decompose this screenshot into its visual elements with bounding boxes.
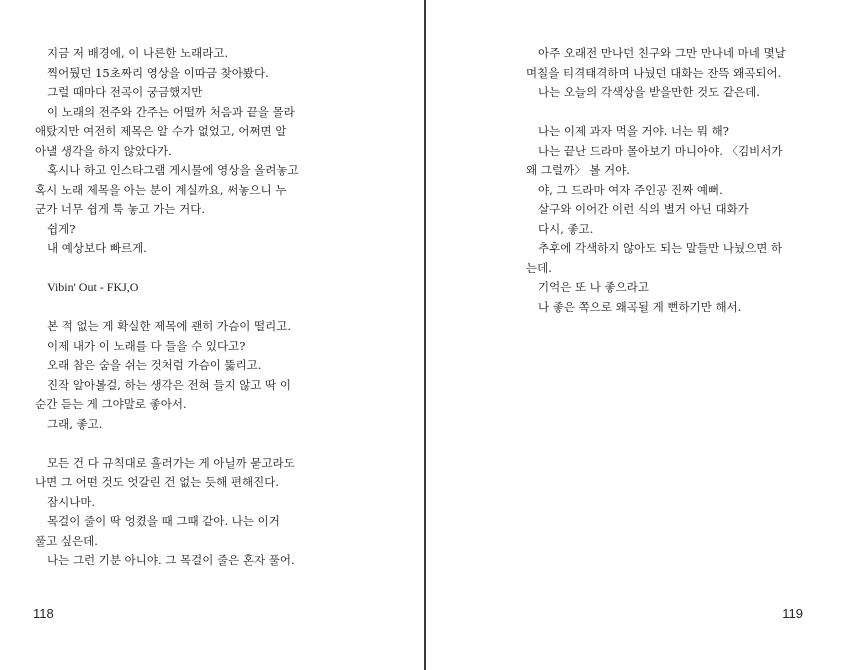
text-line: 며칠을 티격태격하며 나눴던 대화는 잔뜩 왜곡되어.: [526, 65, 782, 80]
text-line: 지금 저 배경에, 이 나른한 노래라고.: [47, 46, 229, 60]
blank-line: [35, 434, 335, 454]
text-line: 다시, 좋고.: [538, 221, 594, 236]
right-page-text: [526, 44, 829, 317]
text-line: 본 적 없는 게 확실한 제목에 괜히 가슴이 떨리고.: [47, 319, 291, 333]
text-line: 잠시나마.: [47, 494, 96, 509]
text-line: 쉽게?: [47, 221, 76, 236]
text-line: 순간 듣는 게 그야말로 좋아서.: [35, 397, 187, 411]
left-page: [0, 0, 424, 670]
text-line: 목걸이 줄이 딱 엉켰을 때 그때 같아. 나는 이거: [47, 514, 280, 528]
text-line: 나는 이제 과자 먹을 거야. 너는 뭐 해?: [538, 124, 729, 138]
text-line: 추후에 각색하지 않아도 되는 말들만 나눴으면 하: [538, 241, 783, 255]
text-line: 내 예상보다 빠르게.: [47, 241, 147, 255]
right-page: [426, 0, 849, 670]
blank-line: [35, 298, 335, 318]
text-line: 이제 내가 이 노래를 다 들을 수 있다고?: [47, 338, 246, 353]
text-line: 그럴 때마다 전곡이 궁금했지만: [47, 85, 203, 99]
text-line: 는데.: [526, 260, 552, 275]
text-line: 이 노래의 전주와 간주는 어떨까 처음과 끝을 몰라: [47, 104, 295, 119]
text-line: 나는 끝난 드라마 몰아보기 마니아야. 〈김비서가: [538, 143, 783, 158]
text-line: 혹시 노래 제목을 아는 분이 계실까요, 써놓으니 누: [35, 182, 287, 197]
left-page-text: [35, 44, 335, 571]
text-line: 야, 그 드라마 여자 주인공 진짜 예뻐.: [538, 182, 723, 197]
text-line: 찍어뒀던 15초짜리 영상을 이따금 찾아봤다.: [47, 65, 269, 80]
text-line: 왜 그럴까〉 볼 거야.: [526, 163, 630, 177]
right-page-number: 119: [782, 606, 803, 621]
text-line: Vibin' Out - FKJ,O: [47, 280, 139, 294]
blank-line: [526, 103, 829, 123]
text-line: 아주 오래전 만나던 친구와 그만 만나네 마네 몇날: [538, 46, 786, 60]
left-page-number: 118: [33, 606, 54, 621]
text-line: 아낼 생각을 하지 않았다가.: [35, 143, 172, 158]
text-line: 기억은 또 나 좋으라고: [538, 280, 649, 294]
text-line: 모든 건 다 규칙대로 흘러가는 게 아닐까 묻고라도: [47, 455, 295, 470]
text-line: 나는 오늘의 각색상을 받을만한 것도 같은데.: [538, 85, 760, 99]
text-line: 진작 알아볼걸, 하는 생각은 전혀 들지 않고 딱 이: [47, 377, 291, 392]
text-line: 풀고 싶은데.: [35, 533, 98, 548]
text-line: 살구와 이어간 이런 식의 별거 아닌 대화가: [538, 202, 749, 216]
text-line: 애탔지만 여전히 제목은 알 수가 없었고, 어쩌면 알: [35, 124, 287, 138]
text-line: 나 좋은 쪽으로 왜곡될 게 뻔하기만 해서.: [538, 299, 742, 314]
text-line: 그래, 좋고.: [47, 416, 103, 431]
text-line: 나는 그런 기분 아니야. 그 목걸이 줄은 혼자 풀어.: [47, 553, 295, 567]
blank-line: [35, 259, 335, 279]
text-line: 혹시나 하고 인스타그램 게시물에 영상을 올려놓고: [47, 163, 299, 177]
text-line: 군가 너무 쉽게 툭 놓고 가는 거다.: [35, 202, 206, 216]
text-line: 오래 참은 숨을 쉬는 것처럼 가슴이 뚫리고.: [47, 358, 262, 372]
text-line: 나면 그 어떤 것도 엇갈린 건 없는 듯해 편해진다.: [35, 475, 279, 489]
